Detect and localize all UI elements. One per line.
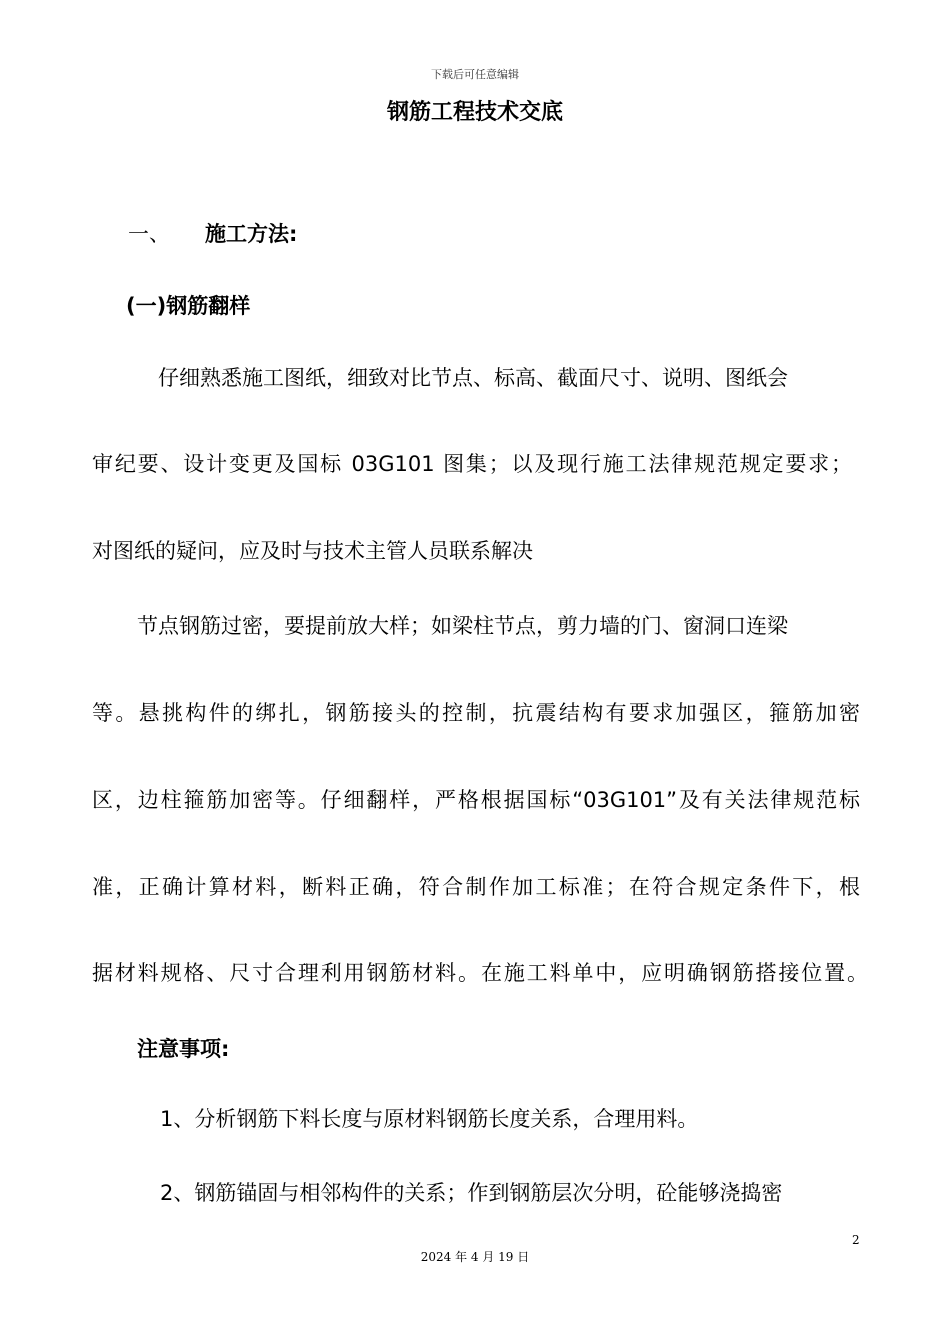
notes-title: 注意事项: bbox=[137, 1037, 230, 1061]
footer-date: 2024 年 4 月 19 日 bbox=[420, 1250, 530, 1264]
section-number: 一、 bbox=[128, 222, 170, 246]
section-title: 施工方法: bbox=[205, 222, 298, 246]
paragraph-1-line-2: 审纪要、设计变更及国标 03G101 图集；以及现行施工法律规范规定要求； bbox=[92, 452, 852, 476]
paragraph-2-line-2: 等。悬挑构件的绑扎，钢筋接头的控制，抗震结构有要求加强区，箍筋加密 bbox=[92, 701, 860, 725]
paragraph-2-line-4: 准，正确计算材料，断料正确，符合制作加工标准；在符合规定条件下，根 bbox=[92, 875, 860, 899]
paragraph-2-line-3: 区，边柱箍筋加密等。仔细翻样，严格根据国标“03G101”及有关法律规范标 bbox=[92, 788, 860, 812]
note-item: 1、分析钢筋下料长度与原材料钢筋长度关系，合理用料。 bbox=[160, 1107, 699, 1131]
page-number: 2 bbox=[852, 1233, 860, 1247]
document-title: 钢筋工程技术交底 bbox=[386, 100, 563, 125]
note-item: 2、钢筋锚固与相邻构件的关系；作到钢筋层次分明，砼能够浇捣密 bbox=[160, 1181, 783, 1205]
paragraph-2-line-5: 据材料规格、尺寸合理利用钢筋材料。在施工料单中，应明确钢筋搭接位置。 bbox=[92, 961, 868, 985]
subsection-title: (一)钢筋翻样 bbox=[126, 294, 251, 318]
paragraph-1-line-3: 对图纸的疑问，应及时与技术主管人员联系解决 bbox=[92, 539, 533, 563]
paragraph-1-line-1: 仔细熟悉施工图纸，细致对比节点、标高、截面尺寸、说明、图纸会 bbox=[158, 366, 788, 390]
paragraph-2-line-1: 节点钢筋过密，要提前放大样；如梁柱节点，剪力墙的门、窗洞口连梁 bbox=[137, 614, 788, 638]
header-note: 下载后可任意编辑 bbox=[431, 68, 519, 81]
